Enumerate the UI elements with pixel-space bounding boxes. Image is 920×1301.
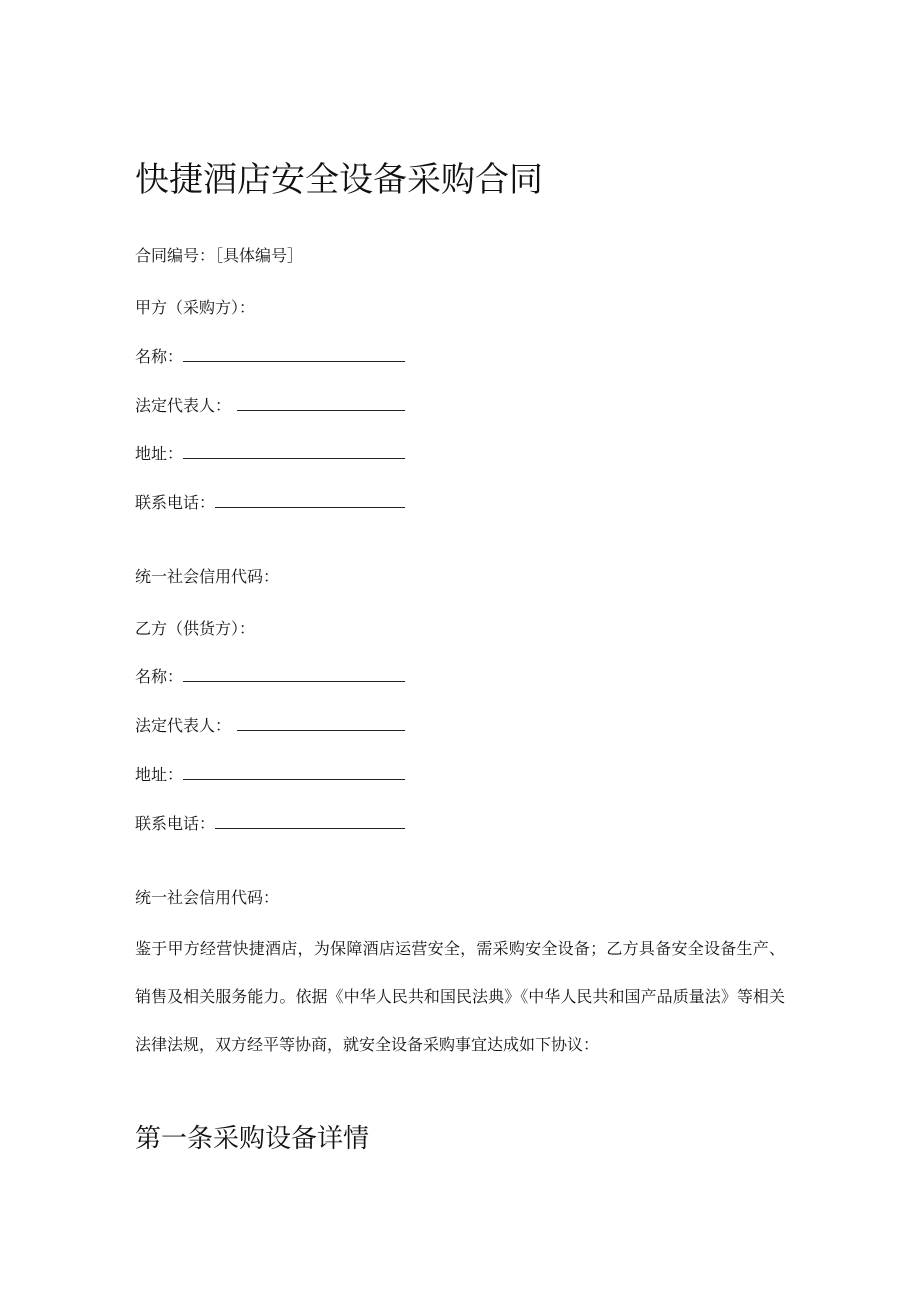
party-a-address-blank[interactable] xyxy=(183,443,405,459)
party-a-name-label: 名称： xyxy=(135,347,184,366)
party-a-heading: 甲方（采购方）： xyxy=(135,298,256,317)
party-a-phone-label: 联系电话： xyxy=(135,493,216,512)
party-a-name-row xyxy=(135,346,405,368)
party-b-address-label: 地址： xyxy=(135,765,184,784)
party-b-address-row xyxy=(135,764,405,786)
party-b-name-label: 名称： xyxy=(135,667,184,686)
party-a-legal-rep-row xyxy=(135,395,405,417)
party-b-legal-rep-row xyxy=(135,715,405,737)
party-a-address-label: 地址： xyxy=(135,444,184,463)
party-a-legal-rep-label: 法定代表人： xyxy=(135,396,232,415)
party-a-credit-code: 统一社会信用代码： xyxy=(135,567,280,586)
party-b-name-row xyxy=(135,666,405,688)
contract-number: 合同编号：［具体编号］ xyxy=(135,246,304,265)
party-b-heading: 乙方（供货方）： xyxy=(135,619,256,638)
party-a-phone-blank[interactable] xyxy=(215,492,405,508)
party-a-address-row xyxy=(135,443,405,465)
party-b-phone-label: 联系电话： xyxy=(135,814,216,833)
party-a-legal-rep-blank[interactable] xyxy=(237,395,405,411)
party-b-credit-code: 统一社会信用代码： xyxy=(135,888,280,907)
party-b-name-blank[interactable] xyxy=(183,666,405,682)
party-a-name-blank[interactable] xyxy=(183,346,405,362)
party-b-legal-rep-label: 法定代表人： xyxy=(135,716,232,735)
section-1-title: 第一条采购设备详情 xyxy=(135,1124,370,1154)
party-b-phone-row xyxy=(135,813,405,835)
preamble-paragraph: 鉴于甲方经营快捷酒店，为保障酒店运营安全，需采购安全设备；乙方具备安全设备生产、销售及相关服务能力。依据《中华人民共和国民法典》《中华人民共和国产品质量法》等相关法律法规，双方经平等协商，就安全设备采购事宜达成如下协议： xyxy=(135,939,785,1054)
party-b-address-blank[interactable] xyxy=(183,764,405,780)
party-b-legal-rep-blank[interactable] xyxy=(237,715,405,731)
document-title: 快捷酒店安全设备采购合同 xyxy=(135,160,543,200)
party-b-phone-blank[interactable] xyxy=(215,813,405,829)
party-a-phone-row xyxy=(135,492,405,514)
